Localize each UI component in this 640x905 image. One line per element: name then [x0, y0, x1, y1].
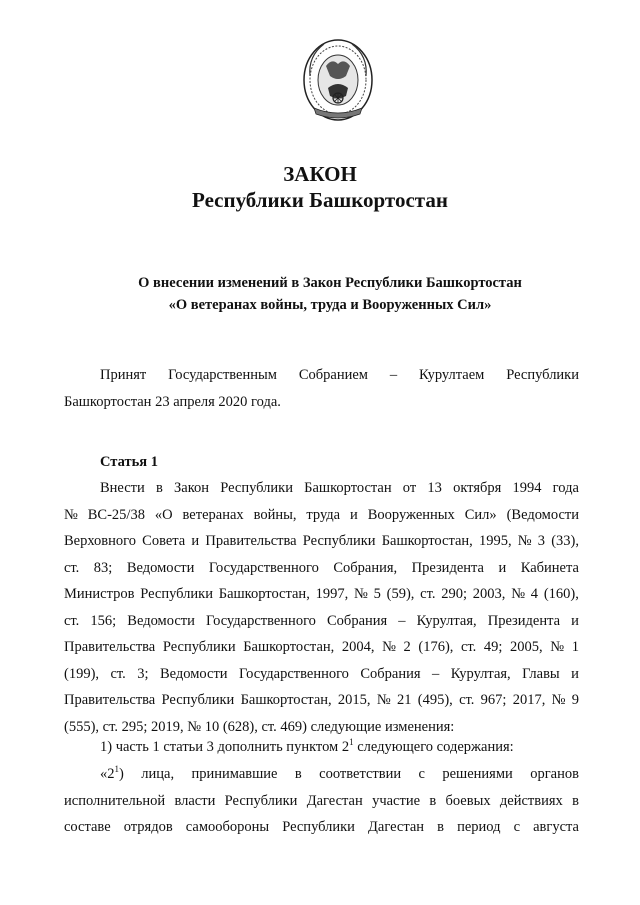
word: с [418, 766, 425, 782]
word: № [517, 533, 532, 549]
word: Собрания [360, 665, 421, 682]
word: Ведомости [127, 612, 195, 629]
word: (495), [417, 692, 453, 708]
amendment-item-2 [64, 761, 579, 841]
word: Собрания, [333, 559, 398, 576]
amendment-item-2-sup: 1 [114, 764, 119, 774]
word: Президента [411, 559, 484, 576]
amendment-item-1-text: 1) часть 1 статьи 3 дополнить пунктом 2 [100, 739, 350, 755]
word: Республики [302, 533, 376, 549]
word: в [155, 480, 163, 496]
word: решениями [442, 766, 513, 782]
word: 3 [537, 533, 546, 549]
adoption-note [64, 362, 579, 415]
word: отрядов [123, 819, 173, 835]
word: в [294, 766, 302, 782]
word: 5 [373, 586, 381, 602]
word: 3; [137, 665, 149, 682]
word: Правительства [64, 639, 156, 655]
word: Кабинета [520, 559, 579, 576]
law-name-line-1: О внесении изменений в Закон Республики Башкортостан [138, 275, 522, 291]
word: действиях [499, 792, 563, 809]
amendment-item-2-line [64, 761, 579, 788]
article-line [64, 475, 579, 502]
word: (33), [551, 533, 579, 549]
word: Башкортостан, [240, 692, 332, 708]
word: соответствии [319, 766, 402, 782]
amendment-item-1 [100, 734, 514, 761]
coat-of-arms-icon [302, 36, 374, 124]
word: № [550, 639, 565, 655]
word: августа [533, 819, 579, 835]
article-line [64, 661, 579, 688]
word: Ведомости [126, 559, 195, 576]
word: боевых [445, 792, 491, 809]
word: составе [64, 819, 111, 835]
word: Республики [162, 639, 236, 655]
amendment-item-1-tail: следующего содержания: [353, 739, 514, 755]
law-name-line-2: «О ветеранах войны, труда и Вооруженных Сил» [168, 297, 492, 313]
word: Совета [142, 533, 186, 549]
word: участие [372, 792, 421, 809]
word: от [402, 480, 417, 496]
word: года [552, 480, 579, 496]
word: Государственного [205, 612, 316, 629]
word: и [350, 506, 358, 523]
word: ст. [64, 559, 80, 576]
article-line [64, 608, 579, 635]
word: 2 [403, 639, 411, 655]
word: (Ведомости [506, 506, 579, 523]
word: (555), ст. 295; 2019, № 10 (628), ст. 469) следующие изменения: [64, 718, 455, 735]
article-line [64, 502, 579, 529]
word: 2003, [472, 586, 506, 602]
word: 1 [571, 639, 579, 655]
amendment-item-2-line [64, 814, 579, 841]
word: самообороны [185, 819, 270, 835]
word: № [64, 506, 78, 523]
word: Курултая, [450, 665, 511, 682]
word: 290; [441, 586, 468, 602]
word: Ведомости [159, 665, 228, 682]
word: Башкортостан, [243, 639, 335, 655]
word: Президента [487, 612, 561, 629]
word: Башкортостан [304, 480, 392, 496]
word: (199), [64, 665, 100, 682]
word: Курултая, [416, 612, 477, 629]
word: ст. [459, 692, 475, 708]
word: в [572, 792, 579, 809]
word: октября [453, 480, 502, 496]
word: № [551, 692, 566, 708]
word: Правительства [205, 533, 297, 549]
word: и [498, 559, 507, 576]
word: и [191, 533, 200, 549]
word: (160), [543, 586, 579, 602]
word: 49; [483, 639, 503, 655]
word: органов [530, 766, 579, 782]
word: в [437, 819, 444, 835]
adoption-note-line-1 [64, 362, 579, 389]
word: 2017, [512, 692, 546, 708]
article-line [64, 555, 579, 582]
amendment-item-1-sup: 1 [349, 737, 354, 747]
word: (59), [386, 586, 415, 602]
word: Закон [174, 480, 210, 496]
word: Правительства [64, 692, 156, 708]
word: и [571, 612, 579, 629]
word: власти [174, 792, 216, 809]
word: «$2^1$) [100, 764, 124, 782]
word: – [398, 612, 406, 629]
word: № [382, 639, 396, 655]
word: Республики [506, 367, 579, 383]
word: Принят [100, 367, 147, 383]
word: исполнительной [64, 792, 166, 809]
law-name [60, 272, 600, 316]
word: Верховного [64, 533, 136, 549]
word: ветеранах [182, 506, 244, 523]
word: 13 [427, 480, 442, 496]
word: Вооруженных [367, 506, 455, 523]
word: Дагестан [368, 819, 425, 835]
word: 967; [480, 692, 507, 708]
word: в [429, 792, 437, 809]
word: Дагестан [306, 792, 363, 809]
document-subtitle: Республики Башкортостан [192, 188, 448, 212]
word: период [457, 819, 501, 835]
adoption-note-line-2: Башкортостан 23 апреля 2020 года. [64, 393, 281, 410]
word: 1997, [315, 586, 349, 602]
document-title: ЗАКОН [283, 162, 357, 186]
word: с [513, 819, 521, 835]
word: принимавшие [191, 766, 278, 782]
word: № [353, 586, 368, 602]
word: Главы [522, 665, 560, 682]
article-line [64, 581, 579, 608]
word: 2015, [337, 692, 371, 708]
word: 9 [571, 692, 579, 708]
word: – [389, 367, 398, 383]
word: Республики [282, 819, 355, 835]
word: и [571, 665, 579, 682]
article-body [64, 475, 579, 740]
word: ст. [420, 586, 436, 602]
word: Республики [140, 586, 213, 602]
word: ст. [110, 665, 126, 682]
word: (176), [418, 639, 454, 655]
word: Башкортостан, [381, 533, 473, 549]
word: Внести [100, 480, 145, 496]
word: Собранием [298, 367, 368, 383]
word: № [511, 586, 526, 602]
article-title: Статья 1 [100, 454, 158, 470]
word: Государственного [238, 665, 349, 682]
word: Министров [64, 586, 135, 602]
word: Государственным [168, 367, 277, 383]
word: Республики [220, 480, 293, 496]
article-line [64, 634, 579, 661]
article-line [64, 528, 579, 555]
word: 1994 [512, 480, 542, 496]
amendment-item-2-line [64, 788, 579, 815]
word: Сил» [464, 506, 497, 523]
word: 156; [90, 612, 117, 629]
word: 83; [93, 559, 113, 576]
word: Государственного [208, 559, 319, 576]
word: ст. [64, 612, 80, 629]
article-line [64, 687, 579, 714]
word: Республики [161, 692, 235, 708]
word: Курултаем [419, 367, 485, 383]
word: войны, [253, 506, 297, 523]
word: 4 [530, 586, 539, 602]
word: 2004, [341, 639, 375, 655]
word: лица, [141, 766, 175, 782]
word: Башкортостан, [218, 586, 310, 602]
word: Собрания [327, 612, 388, 629]
word: 21 [396, 692, 412, 708]
word: ВС-25/38 [87, 506, 145, 523]
word: труда [306, 506, 341, 523]
word: «О [154, 506, 173, 523]
word: № [376, 692, 391, 708]
word: – [432, 665, 440, 682]
word: 2005, [510, 639, 543, 655]
word: Республики [224, 792, 298, 809]
word: 1995, [478, 533, 512, 549]
word: ст. [461, 639, 477, 655]
